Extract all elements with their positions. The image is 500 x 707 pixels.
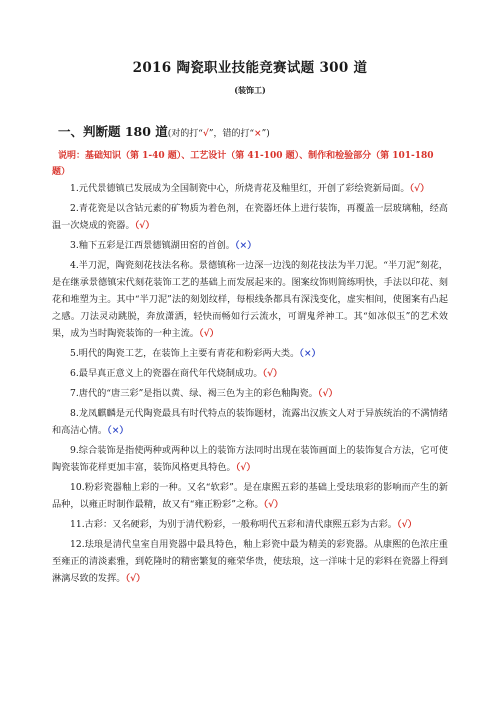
answer-mark: （√）: [397, 519, 417, 530]
question-text: 2.青花瓷是以含钴元素的矿物质为着色剂，在瓷器坯体上进行装饰，再覆盖一层玻璃釉，经高温一次烧成的瓷器。: [52, 203, 448, 231]
question-text: 1.元代景德镇已发展成为全国制瓷中心，所烧青花及釉里红，开创了彩绘瓷新局面。: [70, 183, 410, 194]
section-note: [168, 129, 270, 139]
document-subtitle: (装饰工): [234, 85, 266, 95]
question-text: 11.古彩：又名硬彩，为别于清代粉彩，一般称明代五彩和清代康熙五彩为古彩。: [70, 519, 397, 530]
question-item: [52, 180, 448, 197]
question-text: 6.最早真正意义上的瓷器在商代年代烧制成功。: [70, 368, 263, 379]
question-text: 10.粉彩瓷器釉上彩的一种。又名“软彩”。是在康熙五彩的基础上受珐琅彩的影响而产生的新品种，以雍正时制作最精，故又有“雍正粉彩”之称。: [52, 482, 448, 510]
question-text: 9.综合装饰是指使两种或两种以上的装饰方法同时出现在装饰画面上的装饰复合方法，它可使陶瓷装饰花样更加丰富，装饰风格更具特色。: [52, 445, 448, 473]
answer-mark: （×）: [299, 348, 321, 359]
answer-mark: （×）: [107, 425, 129, 436]
answer-mark: （√）: [409, 183, 430, 194]
answer-mark: （√）: [235, 462, 256, 473]
question-item: [52, 257, 448, 342]
question-item: [52, 365, 448, 382]
question-item: [52, 536, 448, 587]
answer-mark: （√）: [263, 499, 284, 510]
question-item: [52, 442, 448, 476]
question-item: [52, 516, 448, 533]
question-list: [52, 180, 448, 587]
answer-mark: （√）: [134, 220, 155, 231]
question-text: 12.珐琅是清代皇室自用瓷器中最具特色，釉上彩瓷中最为精美的彩瓷器。从康熙的色浓庄重至雍正的清淡素雅，到乾隆时的精密繁复的雍荣华贵，使珐琅，这一洋味十足的彩料在瓷器上得到淋漓尽致的发挥。: [52, 539, 448, 584]
document-title: 2016 陶瓷职业技能竞赛试题 300 道: [132, 60, 368, 76]
answer-mark: （×）: [234, 240, 257, 251]
question-item: [52, 345, 448, 362]
question-item: [52, 385, 448, 402]
note-suffix: ”): [261, 129, 270, 139]
question-item: [52, 200, 448, 234]
note-prefix: (对的打“: [167, 129, 203, 139]
note-wrong-mark: ×: [254, 129, 262, 139]
question-item: [52, 405, 448, 439]
answer-mark: （√）: [317, 388, 338, 399]
section-heading: [58, 122, 448, 140]
note-middle: ”，错的打“: [208, 129, 255, 139]
section-heading-text: 一、判断题 180 道: [58, 124, 168, 139]
answer-mark: （√）: [262, 368, 283, 379]
section-description: 说明：基础知识（第 1-40 题）、工艺设计（第 41-100 题）、制作和检验部分（第 101-180 题）: [52, 151, 434, 177]
question-text: 5.明代的陶瓷工艺，在装饰上主要有青花和粉彩两大类。: [70, 348, 300, 359]
question-text: 3.釉下五彩是江西景德镇湖田窑的首创。: [70, 240, 235, 251]
note-right-mark: √: [202, 129, 209, 139]
question-item: [52, 237, 448, 254]
answer-mark: （√）: [199, 328, 219, 339]
question-text: 8.龙凤麒麟是元代陶瓷最具有时代特点的装饰题材，流露出汉族文人对于异族统治的不满情绪和高洁心情。: [52, 408, 448, 436]
question-text: 4.半刀泥，陶瓷刻花技法名称。景德镇称一边深一边浅的刻花技法为半刀泥。“半刀泥”刻花，是在继承景德镇宋代刻花装饰工艺的基础上而发展起来的。图案纹饰则简练明快，手法以印花、刻花和堆塑为主。其中“半刀泥”法的刻划纹样，每根线条都具有深浅变化，虚实相间，使图案有凸起之感。刀法灵动跳脱，奔放潇洒，轻快而畅如行云流水，可谓鬼斧神工。其“如冰似玉”的艺术效果，成为当时陶瓷装饰的一种主流。: [52, 260, 448, 339]
question-item: [52, 479, 448, 513]
answer-mark: （√）: [125, 573, 146, 584]
question-text: 7.唐代的“唐三彩”是指以黄、绿、褐三色为主的彩色釉陶瓷。: [70, 388, 318, 399]
